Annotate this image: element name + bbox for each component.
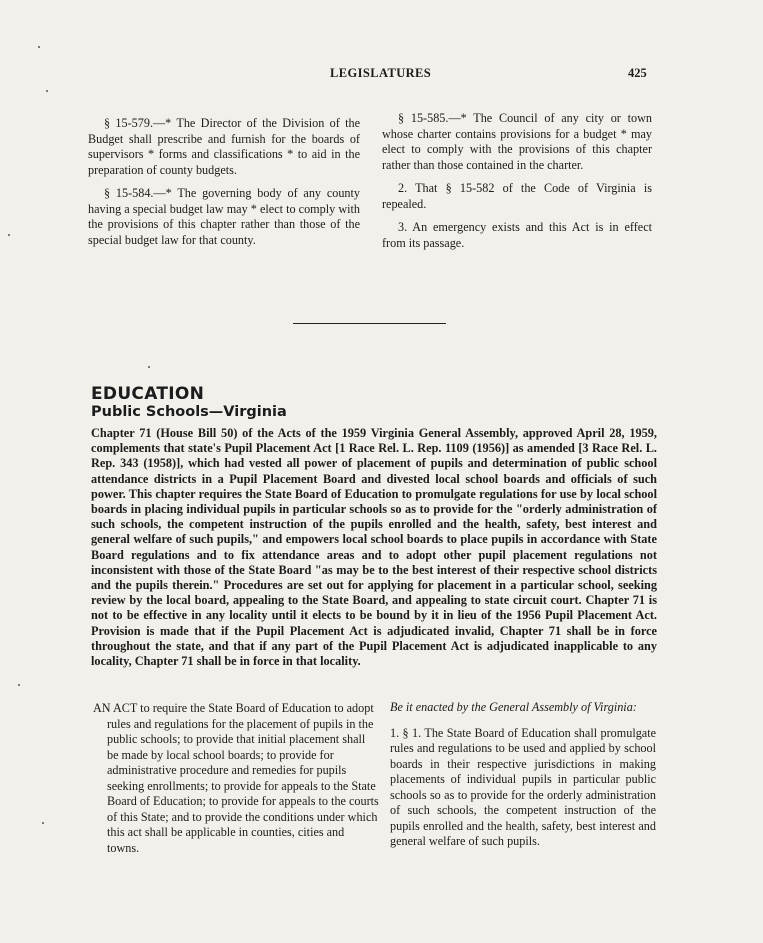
statute-paragraph: 3. An emergency exists and this Act is in effect from its passage. [382, 220, 652, 250]
statute-paragraph: § 15-579.—* The Director of the Division of the Budget shall prescribe and furnish for the boards of supervisors * forms and classifications * to aid in the preparation of county budgets. [88, 116, 360, 177]
running-title: LEGISLATURES [330, 66, 432, 80]
section-subheading: Public Schools—Virginia [91, 404, 287, 420]
scan-speck [18, 684, 20, 686]
statute-paragraph: § 15-585.—* The Council of any city or town whose charter contains provisions for a budget * may elect to comply with the provisions of this chapter rather than those contained in the charter. [382, 111, 652, 172]
enacting-clause: Be it enacted by the General Assembly of Virginia: [390, 700, 637, 714]
section-heading: EDUCATION [91, 384, 205, 404]
section-one-text: 1. § 1. The State Board of Education shall promulgate rules and regulations to be used and applied by school boards in their respective jurisdictions in making placements of individual pupils in particular public schools so as to provide for the orderly administration of such schools, the competent instruction of the pupils enrolled and the health, safety, best interest and general welfare of such pupils. [390, 725, 656, 848]
scan-speck [8, 234, 10, 236]
chapter-summary: Chapter 71 (House Bill 50) of the Acts of the 1959 Virginia General Assembly, approved April 28, 1959, complements that state's Pupil Placement Act [1 Race Rel. L. Rep. 1109 (1956)] as amended [3 Race Rel. L. Rep. 343 (1958)], which had vested all power of placement of pupils and determination of public school attendance districts in a Pupil Placement Board and divested local school boards and officials of such power. This chapter requires the State Board of Education to promulgate regulations for use by local school boards in placing individual pupils in particular schools so as to provide for the "orderly administration of such schools, the competent instruction of the pupils enrolled and the health, safety, best interest and general welfare of such pupils," and empowers local school boards to place pupils in accordance with State Board regulations and to fix attendance areas and to adopt other pupil placement regulations not inconsistent with those of the State Board "as may be to the best interest of their respective school districts and the pupils therein." Procedures are set out for applying for placement in a particular school, seeking review by the local board, appealing to the State Board, and appealing to state circuit court. Chapter 71 is not to be effective in any locality until it elects to be bound by it in lieu of the 1956 Pupil Placement Act. Provision is made that if the Pupil Placement Act is adjudicated invalid, Chapter 71 shall be in force throughout the state, and that if any part of the Pupil Placement Act is adjudicated inapplicable to any locality, Chapter 71 shall be in force in that locality. [91, 426, 657, 669]
page-number: 425 [628, 66, 647, 80]
statute-paragraph: 2. That § 15-582 of the Code of Virginia is repealed. [382, 181, 652, 211]
top-right-column [382, 111, 652, 259]
scan-speck [38, 46, 40, 48]
top-left-column [88, 116, 360, 256]
bottom-right-column [390, 700, 656, 858]
section-divider [293, 323, 446, 324]
act-title: AN ACT to require the State Board of Education to adopt rules and regulations for the placement of pupils in the public schools; to provide that initial placement shall be made by local school boards; to provide for administrative procedure and remedies for pupils seeking enrollments; to provide for appeals to the State Board of Education; to provide for appeals to the courts of this State; and to provide the conditions under which this act shall be applicable in counties, cities and towns. [93, 701, 379, 855]
scan-speck [148, 366, 150, 368]
scan-speck [46, 90, 48, 92]
statute-paragraph: § 15-584.—* The governing body of any county having a special budget law may * elect to comply with the provisions of this chapter rather than those of the special budget law for that county. [88, 186, 360, 247]
scan-speck [42, 822, 44, 824]
